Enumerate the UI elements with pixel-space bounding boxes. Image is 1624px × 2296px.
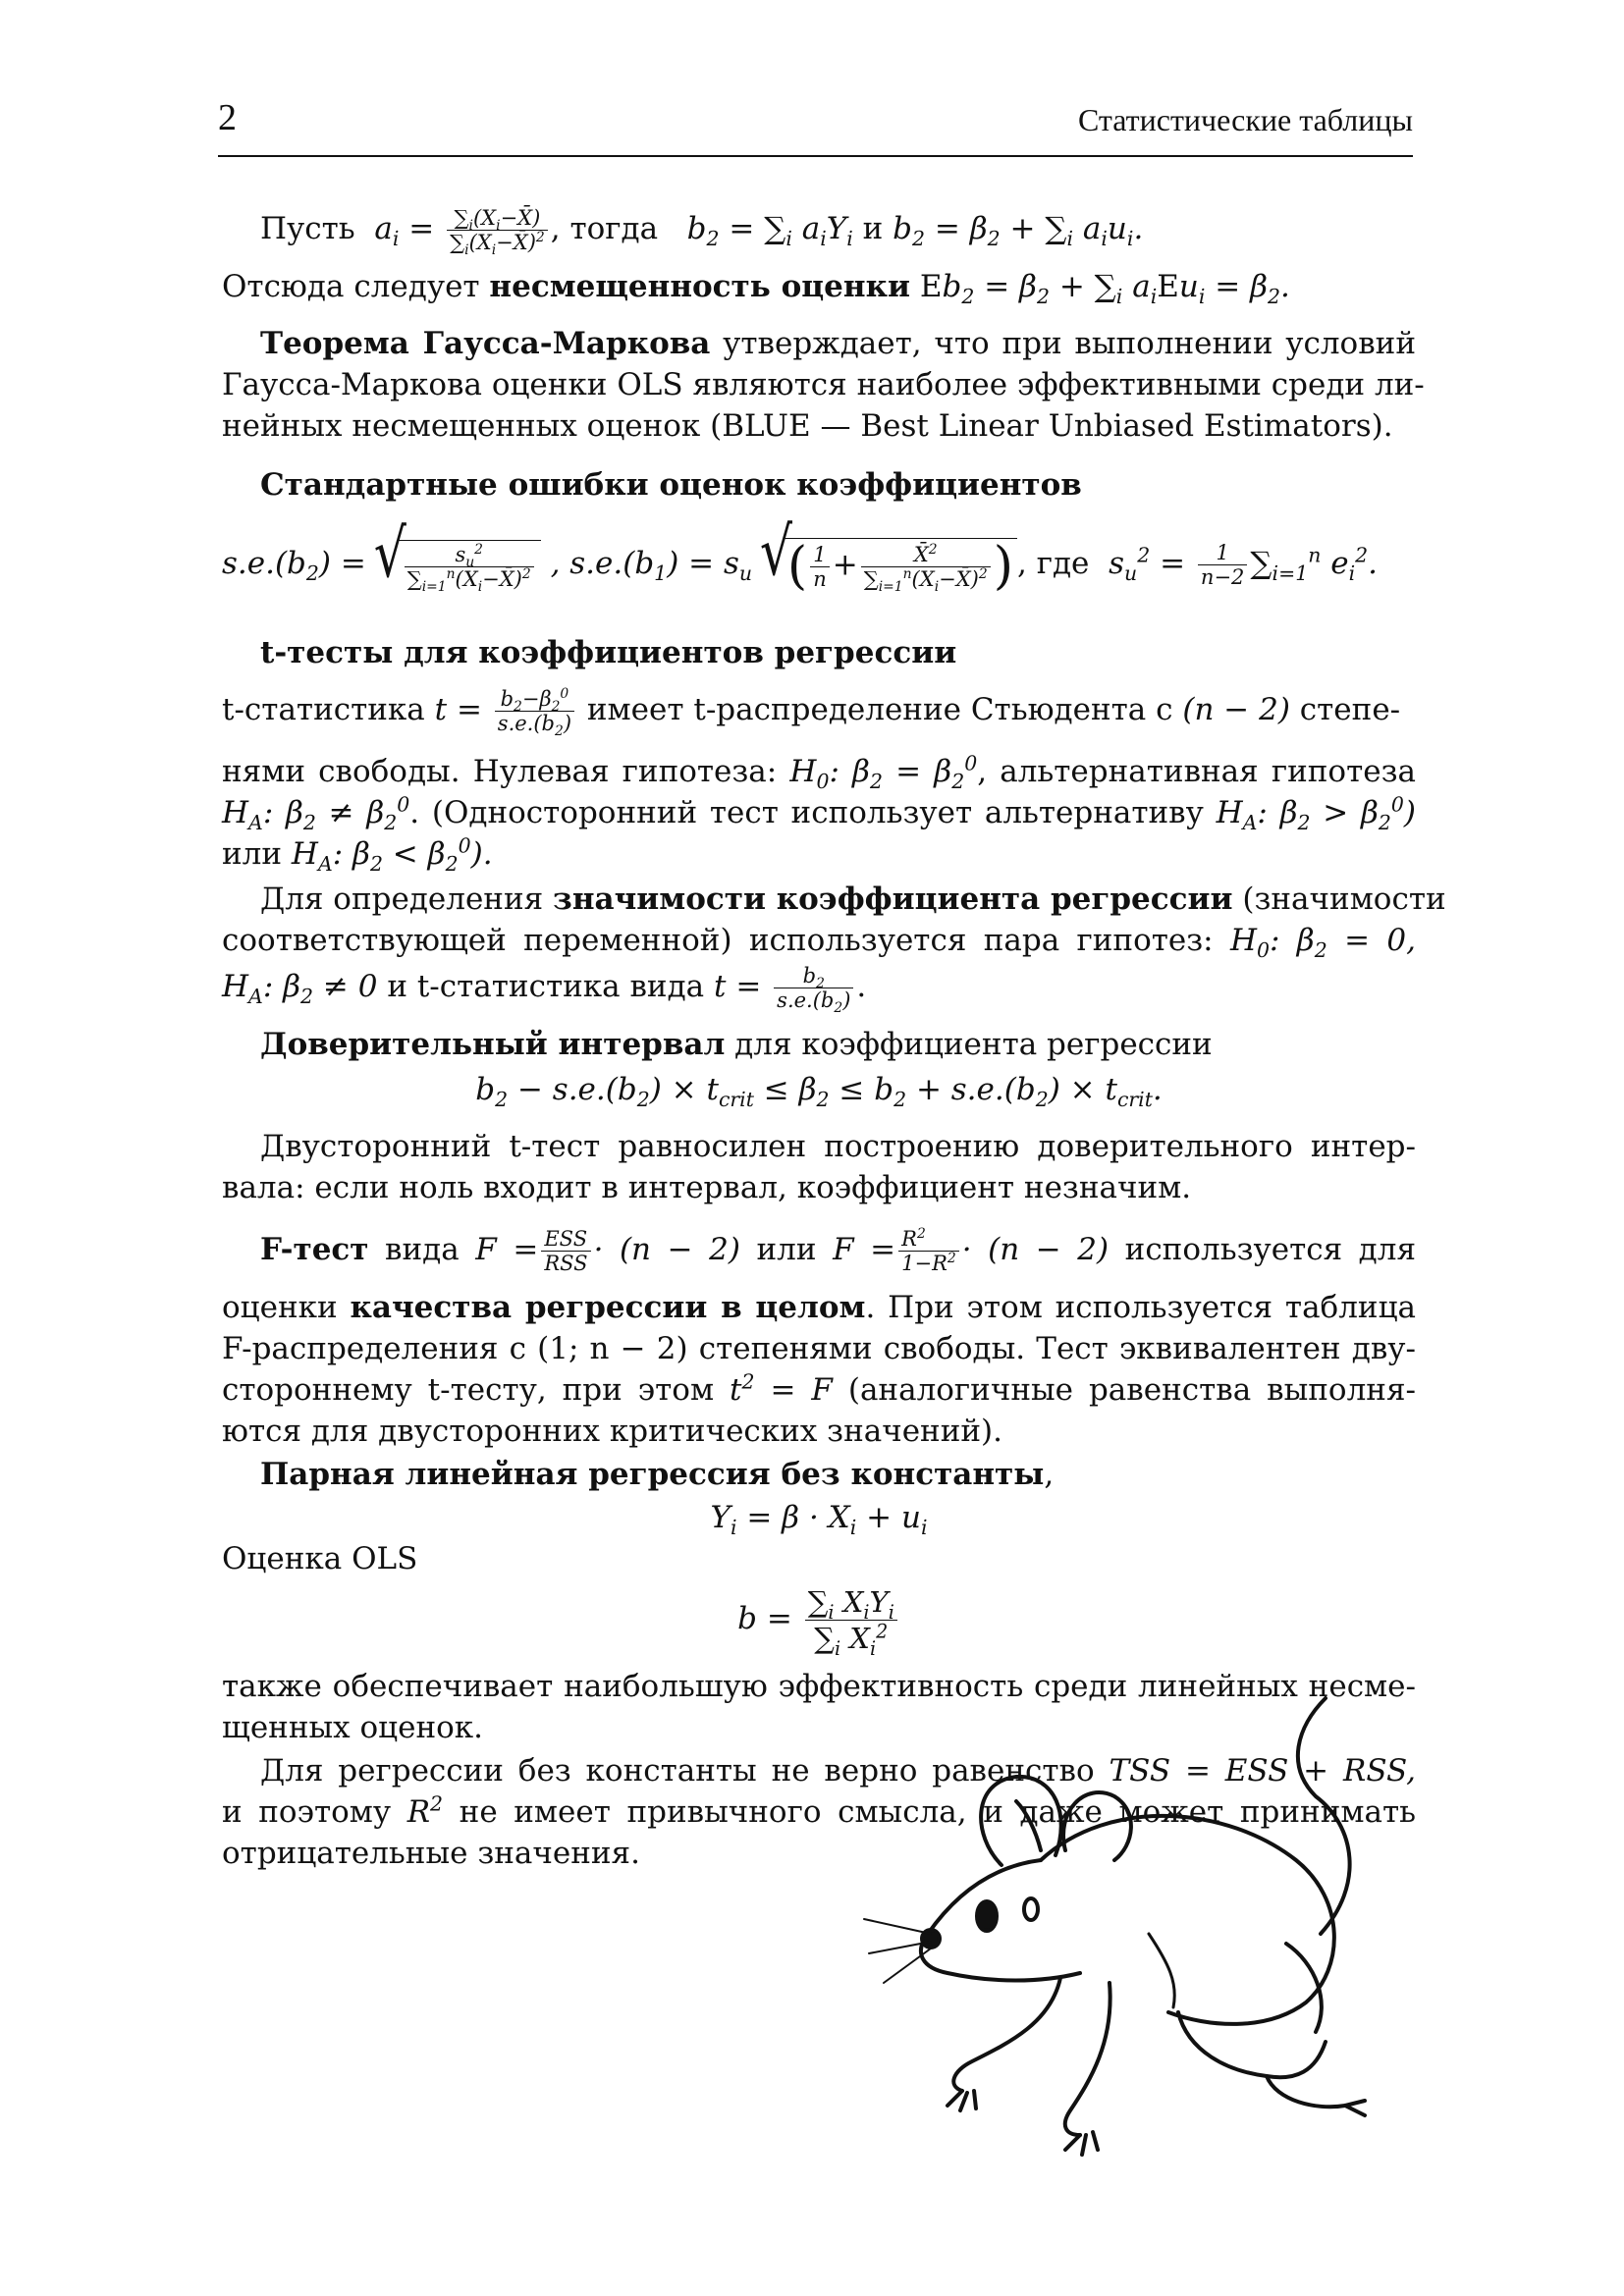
f-line-5: ются для двусторонних критических значений). (222, 1414, 1002, 1449)
text-one-sided: . (Односторонний тест использует альтернативу (409, 795, 1204, 830)
se-formula: $s.e.(b_2)$ = √ $\frac{s_u^2}{\sum_{i=1}^n(X_i-X̄)^2}$ , $s.e.(b_1) = s_u$ √ ( $\frac{1}{n}$ + $\frac{X̄^2}{\sum_{i=1}^n(X_i-X̄)^2}$ ) , где $s_u^2$ = $\frac{1}{n-2}$ $\sum_{i=1}^n$ $e_i^2$. (222, 538, 1416, 592)
sig-line-2: соответствующей переменной) используется пара гипотез: $H_0$: $\beta_2 = 0$, (222, 923, 1416, 963)
f-line-1: F-тест вида F = $\frac{\text{ESS}}{\text{RSS}}$ · (n − 2) или F = $\frac{R^2}{1-R^2}$ · (n − 2) используется для (260, 1226, 1417, 1275)
t-line-4: или $H_A$: $\beta_2 < \beta_2^0$). (222, 833, 493, 877)
text-f-or: или (756, 1232, 817, 1267)
text-comma: , (1044, 1457, 1055, 1492)
gauss-markov-line-3: нейных несмещенных оценок (BLUE — Best Linear Unbiased Estimators). (222, 408, 1393, 444)
text-t-stat: t-статистика (222, 692, 425, 727)
bold-f-test: F-тест (260, 1232, 369, 1267)
last-line-3: отрицательные значения. (222, 1836, 640, 1871)
text-f-l4-a: стороннему t-тесту, при этом (222, 1372, 715, 1408)
bold-ci: Доверительный интервал (260, 1027, 726, 1062)
t-line-2: нями свободы. Нулевая гипотеза: $H_0$: $\beta_2 = \beta_2^0$, альтернативная гипотеза (222, 751, 1416, 794)
no-const-model: $Y_i = \beta \cdot X_i + u_i$ (710, 1500, 928, 1540)
last-line-1: Для регрессии без константы не верно равенство TSS = ESS + RSS, (260, 1753, 1416, 1789)
text-let: Пусть (260, 211, 355, 246)
eff-line-1: также обеспечивает наибольшую эффективность среди линейных несме- (222, 1669, 1416, 1704)
t-line-1: t-статистика t = $\frac{b_2-\beta_2^0}{s.e.(b_2)}$ имеет t-распределение Стьюдента с (n − 2) степе- (222, 686, 1401, 740)
f-line-3: F-распределения с (1; n − 2) степенями свободы. Тест эквивалентен дву- (222, 1331, 1416, 1366)
t-heading (260, 633, 1416, 672)
page-number: 2 (218, 97, 237, 138)
text-ci-rest: для коэффициента регрессии (725, 1027, 1213, 1062)
text-f-l2-a: оценки (222, 1290, 351, 1325)
text-hence: Отсюда следует (222, 269, 490, 304)
unbiasedness-line: Отсюда следует несмещенность оценки $Eb_2 = \beta_2 + \sum_i$ $a_iEu_i = \beta_2$. (222, 269, 1290, 309)
text-f-used: используется для (1124, 1232, 1417, 1267)
text-or: или (222, 836, 283, 872)
bold-quality: качества регрессии в целом (350, 1290, 866, 1325)
text-last-2a: и поэтому (222, 1794, 392, 1830)
gauss-markov-line-1 (260, 324, 1416, 363)
text-alt: , альтернативная гипотеза (977, 754, 1416, 789)
ols-estimate-formula: b = $\frac{\sum_i X_iY_i}{\sum_i X_i^2}$ (222, 1584, 1416, 1656)
sig-line-1 (260, 880, 1446, 919)
text-sig-l2: соответствующей переменной) используется пара гипотез: (222, 923, 1214, 958)
text-f-a: вида (368, 1232, 460, 1267)
two-sided-line-2: вала: если ноль входит в интервал, коэффициент незначим. (222, 1170, 1192, 1205)
bold-gauss-markov: Теорема Гаусса-Маркова (260, 326, 711, 361)
running-title: Статистические таблицы (1077, 102, 1413, 137)
text-last-a: Для регрессии без константы не верно равенство (260, 1753, 1095, 1789)
t-line-3: $H_A$: $\beta_2 \ne \beta_2^0$. (Односторонний тест использует альтернативу $H_A$: $\beta_2 > \beta_2^0$) (222, 792, 1417, 835)
ci-line (260, 1025, 1416, 1064)
text-degrees: степе- (1299, 692, 1401, 727)
ols-estimate-label: Оценка OLS (222, 1541, 418, 1576)
mouse-illustration (854, 1688, 1404, 2199)
se-heading (260, 465, 1416, 505)
text-sig-a: Для определения (260, 881, 554, 917)
text-f-l2-c: . При этом используется таблица (865, 1290, 1416, 1325)
f-line-2 (222, 1288, 1416, 1327)
bold-significance: значимости коэффициента регрессии (553, 881, 1233, 917)
text-and: и (862, 211, 884, 246)
text-f-l4-b: (аналогичные равенства выполня- (847, 1372, 1416, 1408)
text-p1-l1: утверждает, что при выполнении условий (710, 326, 1416, 361)
formula-line-weights: Пусть $a_i$ = $\frac{\sum_i(X_i-X̄)}{\sum_i(X_i-X̄)^2}$ , тогда $b_2 = \sum_i$ $a_iY_i$ и $b_2 = \beta_2 + \sum_i$ $a_iu_i$. (260, 206, 1144, 259)
bold-se-heading: Стандартные ошибки оценок коэффициентов (260, 467, 1082, 503)
no-const-heading (260, 1455, 1416, 1494)
text-t-dist: имеет t-распределение Стьюдента с (586, 692, 1173, 727)
text-where: , где (1017, 546, 1090, 581)
gauss-markov-line-2: Гаусса-Маркова оценки OLS являются наиболее эффективными среди ли- (222, 367, 1425, 402)
text-sig-l3: и t-статистика вида (387, 969, 705, 1004)
text-then: , тогда (550, 211, 659, 246)
eff-line-2: щенных оценок. (222, 1710, 483, 1745)
bold-unbiasedness: несмещенность оценки (489, 269, 910, 304)
bold-t-heading: t-тесты для коэффициентов регрессии (260, 635, 957, 670)
text-null: нями свободы. Нулевая гипотеза: (222, 754, 778, 789)
f-line-4: стороннему t-тесту, при этом $t^2 = F$ (аналогичные равенства выполня- (222, 1369, 1416, 1408)
two-sided-line-1: Двусторонний t-тест равносилен построению доверительного интер- (260, 1129, 1416, 1164)
header-rule (218, 155, 1413, 157)
text-sig-c: (значимости (1232, 881, 1446, 917)
weight-fraction: $\frac{\sum_i(X_i-X̄)}{\sum_i(X_i-X̄)^2}$ (447, 206, 548, 254)
sig-line-3: $H_A$: $\beta_2 \ne 0$ и t-статистика вида t = $\frac{b_2}{s.e.(b_2)}$ . (222, 964, 867, 1017)
bold-no-const: Парная линейная регрессия без константы (260, 1457, 1045, 1492)
ci-formula: $b_2 - s.e.(b_2) \times t_{crit} \le \beta_2 \le b_2 + s.e.(b_2) \times t_{crit}$. (475, 1072, 1163, 1112)
last-line-2: и поэтому $R^2$ не имеет привычного смысла, и даже может принимать (222, 1791, 1416, 1830)
text-last-2b: не имеет привычного смысла, и даже может принимать (459, 1794, 1416, 1830)
